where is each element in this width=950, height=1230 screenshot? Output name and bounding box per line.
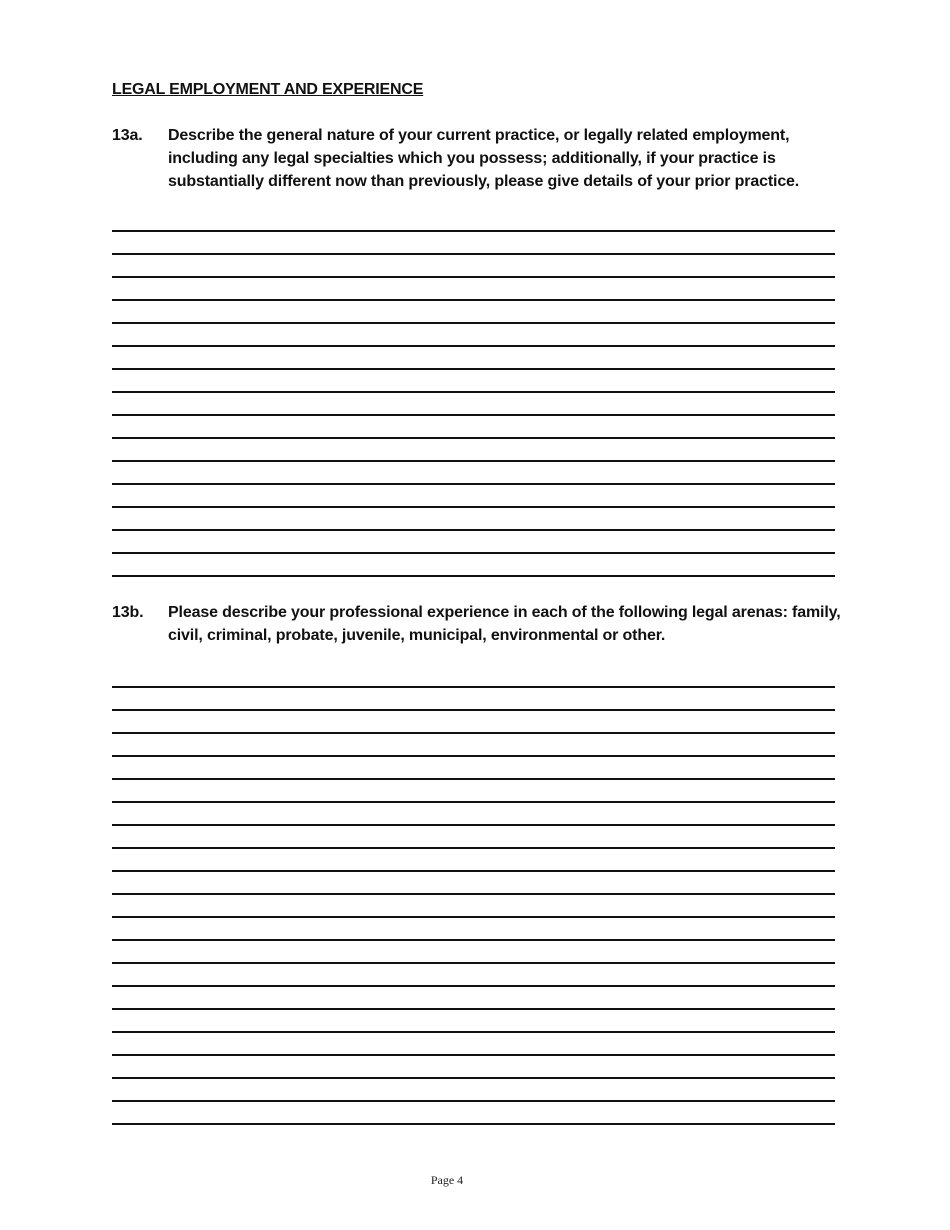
answer-line[interactable] xyxy=(112,778,835,780)
answer-line[interactable] xyxy=(112,755,835,757)
answer-line[interactable] xyxy=(112,1123,835,1125)
question-text: Describe the general nature of your current practice, or legally related employment, including any legal specialties which you possess; additionally, if your practice is substantially different now than previously, please give details of your prior practice. xyxy=(168,127,800,190)
answer-line[interactable] xyxy=(112,552,835,554)
answer-line[interactable] xyxy=(112,276,835,278)
answer-line[interactable] xyxy=(112,824,835,826)
answer-line[interactable] xyxy=(112,414,835,416)
answer-line[interactable] xyxy=(112,253,835,255)
answer-line[interactable] xyxy=(112,230,835,232)
question-text: Please describe your professional experience in each of the following legal arenas: family, civil, criminal, probate, juvenile, municipal, environmental or other. xyxy=(168,604,841,644)
answer-line[interactable] xyxy=(112,939,835,941)
answer-line[interactable] xyxy=(112,985,835,987)
answer-line[interactable] xyxy=(112,368,835,370)
answer-line[interactable] xyxy=(112,962,835,964)
answer-line[interactable] xyxy=(112,893,835,895)
answer-line[interactable] xyxy=(112,870,835,872)
answer-line[interactable] xyxy=(112,732,835,734)
answer-line[interactable] xyxy=(112,437,835,439)
question-number: 13a. xyxy=(112,127,143,144)
answer-line[interactable] xyxy=(112,483,835,485)
answer-line[interactable] xyxy=(112,916,835,918)
answer-line[interactable] xyxy=(112,460,835,462)
question-13a xyxy=(112,124,842,193)
answer-line[interactable] xyxy=(112,1077,835,1079)
answer-line[interactable] xyxy=(112,322,835,324)
answer-line[interactable] xyxy=(112,529,835,531)
page-number: Page 4 xyxy=(430,1173,464,1187)
answer-line[interactable] xyxy=(112,345,835,347)
answer-line[interactable] xyxy=(112,575,835,577)
section-heading: LEGAL EMPLOYMENT AND EXPERIENCE xyxy=(112,81,424,98)
answer-line[interactable] xyxy=(112,686,835,688)
answer-line[interactable] xyxy=(112,801,835,803)
answer-line[interactable] xyxy=(112,1054,835,1056)
answer-line[interactable] xyxy=(112,506,835,508)
answer-line[interactable] xyxy=(112,1008,835,1010)
question-number: 13b. xyxy=(112,604,144,621)
answer-line[interactable] xyxy=(112,299,835,301)
answer-line[interactable] xyxy=(112,391,835,393)
answer-line[interactable] xyxy=(112,1100,835,1102)
answer-line[interactable] xyxy=(112,1031,835,1033)
answer-line[interactable] xyxy=(112,847,835,849)
question-13b xyxy=(112,601,842,647)
answer-line[interactable] xyxy=(112,709,835,711)
